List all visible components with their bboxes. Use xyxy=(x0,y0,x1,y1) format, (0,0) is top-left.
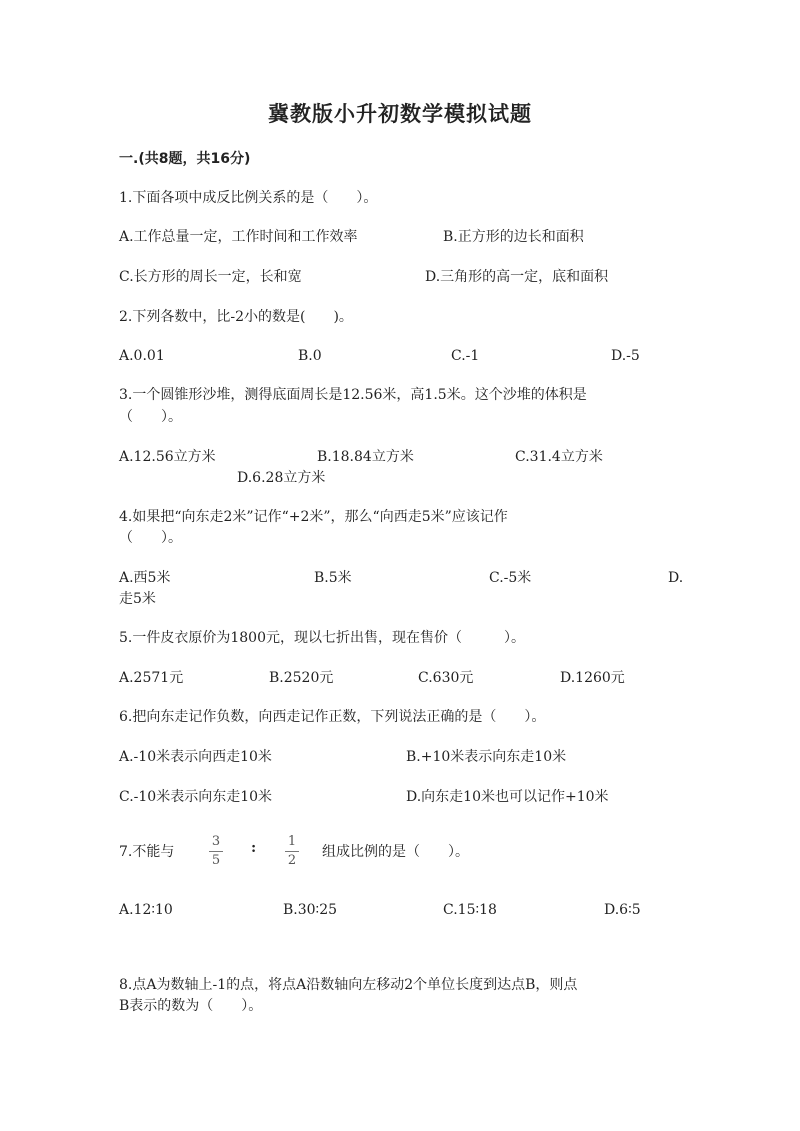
question-4-option-d: D. xyxy=(668,570,684,586)
question-6-option-c: C.-10米表示向东走10米 xyxy=(119,789,273,805)
question-5-stem: 5.一件皮衣原价为1800元，现以七折出售，现在售价（ ）。 xyxy=(119,630,525,646)
question-5-option-c: C.630元 xyxy=(418,670,474,686)
question-6-option-a: A.-10米表示向西走10米 xyxy=(119,749,272,765)
question-2-option-b: B.0 xyxy=(298,348,322,364)
question-4-option-d-continued: 走5米 xyxy=(119,591,156,607)
question-2-option-a: A.0.01 xyxy=(119,348,165,364)
fraction-denominator: 5 xyxy=(211,853,221,868)
question-8-stem-line2: B表示的数为（ ）。 xyxy=(119,998,263,1014)
fraction-denominator: 2 xyxy=(287,853,297,868)
question-7-stem-suffix: 组成比例的是（ ）。 xyxy=(322,844,469,860)
question-6-option-d: D.向东走10米也可以记作+10米 xyxy=(406,789,609,805)
question-1-option-c: C.长方形的周长一定，长和宽 xyxy=(119,269,302,285)
question-2-option-c: C.-1 xyxy=(451,348,480,364)
question-4-option-a: A.西5米 xyxy=(119,570,171,586)
page-title: 冀教版小升初数学模拟试题 xyxy=(268,102,532,126)
question-2-stem: 2.下列各数中，比-2小的数是( )。 xyxy=(119,309,353,325)
fraction-bar xyxy=(285,851,299,852)
question-4-stem-line2: （ ）。 xyxy=(119,530,182,546)
question-5-option-a: A.2571元 xyxy=(119,670,184,686)
question-5-option-b: B.2520元 xyxy=(269,670,334,686)
question-3-stem-line2: （ ）。 xyxy=(119,409,182,425)
question-5-option-d: D.1260元 xyxy=(560,670,625,686)
fraction-numerator: 1 xyxy=(287,834,297,849)
question-1-option-b: B.正方形的边长和面积 xyxy=(443,229,584,245)
section-heading: 一.(共8题，共16分) xyxy=(119,151,251,167)
question-7-option-b: B.30∶25 xyxy=(283,902,338,918)
question-3-option-c: C.31.4立方米 xyxy=(515,449,603,465)
question-7-stem-prefix: 7.不能与 xyxy=(119,844,175,860)
question-7-option-d: D.6∶5 xyxy=(604,902,641,918)
question-6-stem: 6.把向东走记作负数，向西走记作正数，下列说法正确的是（ ）。 xyxy=(119,709,546,725)
question-7-option-c: C.15∶18 xyxy=(443,902,497,918)
question-2-option-d: D.-5 xyxy=(611,348,640,364)
question-8-stem-line1: 8.点A为数轴上-1的点，将点A沿数轴向左移动2个单位长度到达点B，则点 xyxy=(119,977,578,993)
fraction-numerator: 3 xyxy=(211,834,221,849)
question-4-option-c: C.-5米 xyxy=(489,570,532,586)
question-3-option-b: B.18.84立方米 xyxy=(317,449,414,465)
question-3-option-d: D.6.28立方米 xyxy=(237,470,326,486)
fraction-three-fifths xyxy=(209,834,223,869)
question-1-stem: 1.下面各项中成反比例关系的是（ ）。 xyxy=(119,190,378,206)
question-3-option-a: A.12.56立方米 xyxy=(119,449,216,465)
fraction-bar xyxy=(209,851,223,852)
question-4-stem-line1: 4.如果把“向东走2米”记作“+2米”，那么“向西走5米”应该记作 xyxy=(119,509,508,525)
question-4-option-b: B.5米 xyxy=(314,570,352,586)
fraction-one-half xyxy=(285,834,299,869)
question-1-option-d: D.三角形的高一定，底和面积 xyxy=(425,269,609,285)
question-6-option-b: B.+10米表示向东走10米 xyxy=(406,749,567,765)
question-3-stem-line1: 3.一个圆锥形沙堆，测得底面周长是12.56米，高1.5米。这个沙堆的体积是 xyxy=(119,387,587,403)
ratio-colon: : xyxy=(251,840,257,856)
question-7-option-a: A.12∶10 xyxy=(119,902,173,918)
question-1-option-a: A.工作总量一定，工作时间和工作效率 xyxy=(119,229,358,245)
